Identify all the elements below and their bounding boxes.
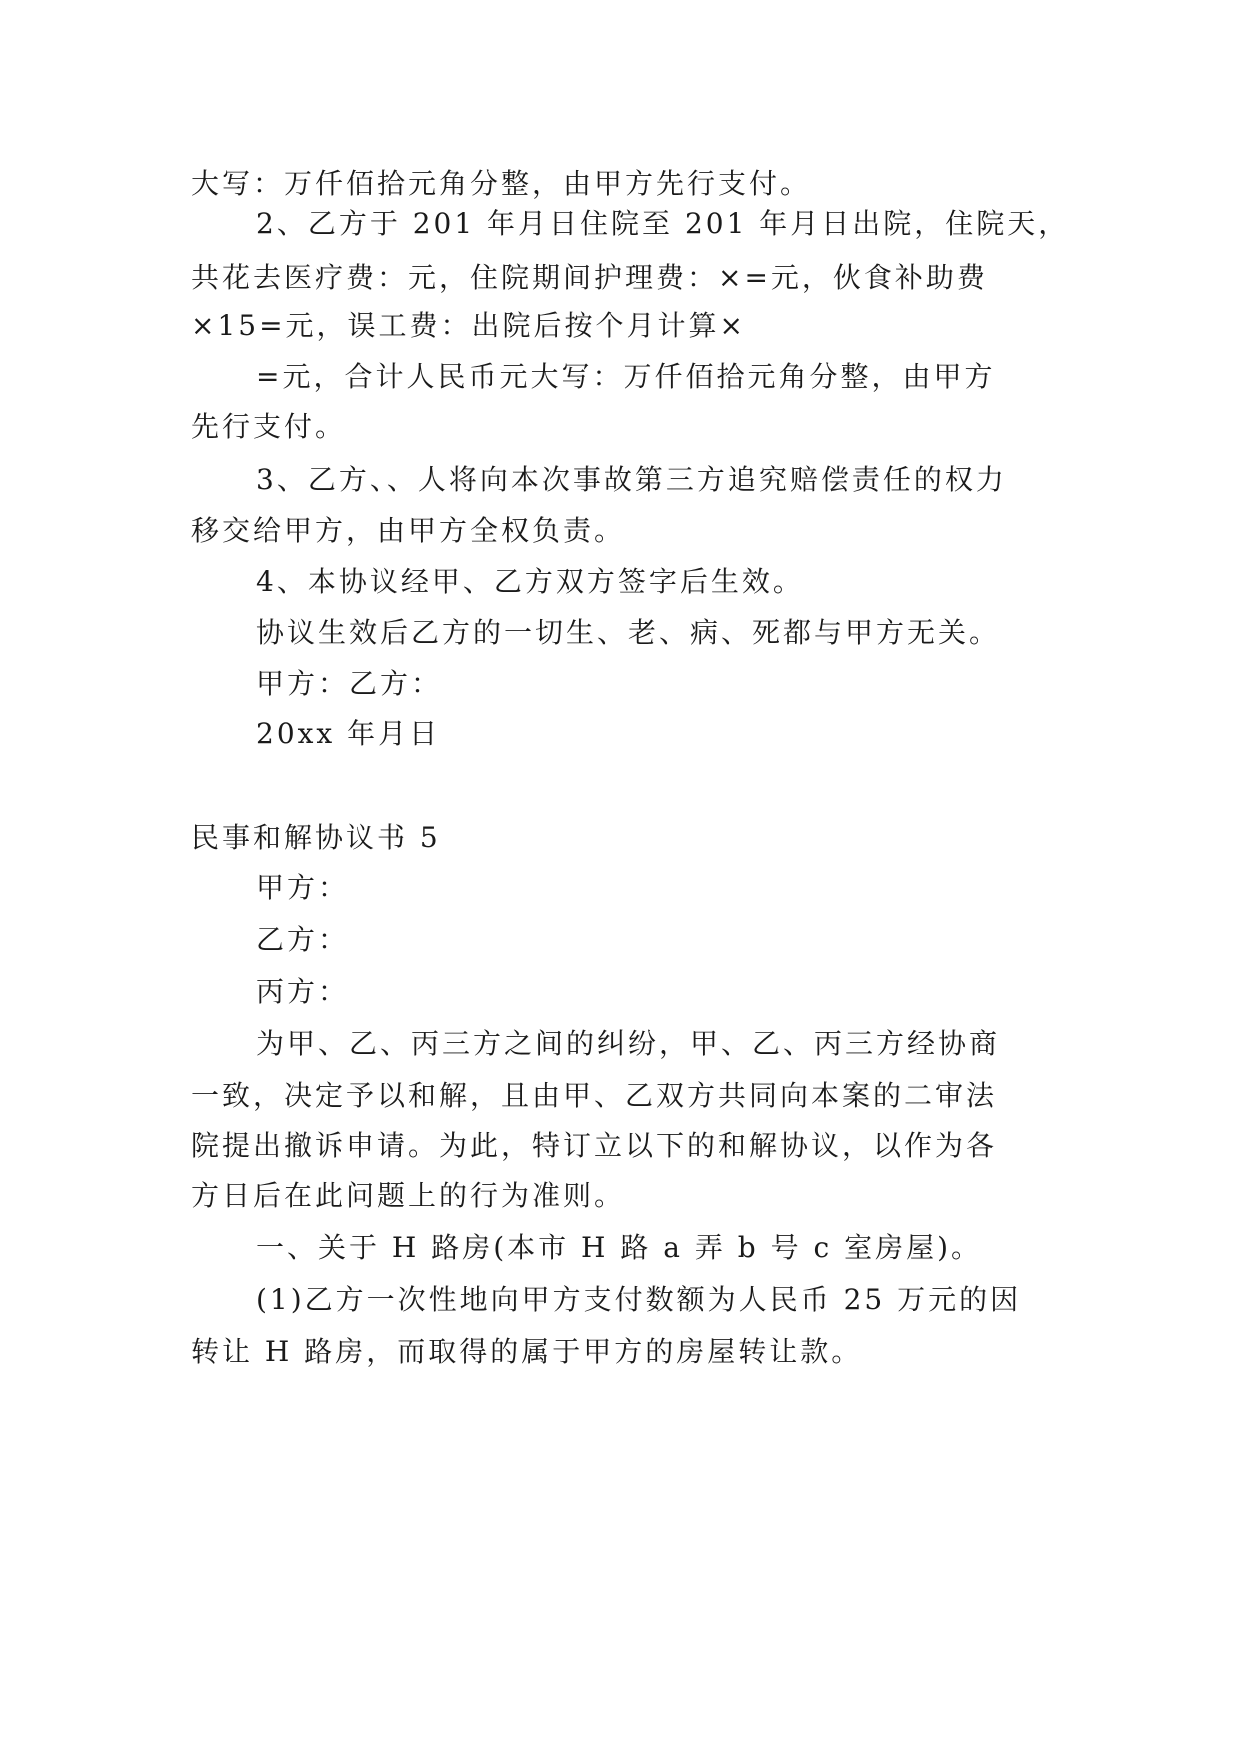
paragraph-line: 3、乙方、、人将向本次事故第三方追究赔偿责任的权力 [256,463,1007,496]
paragraph-line: 为甲、乙、丙三方之间的纠纷，甲、乙、丙三方经协商 [256,1027,1001,1060]
paragraph-line: 大写：万仟佰拾元角分整，由甲方先行支付。 [191,167,812,200]
party-line: 甲方： [256,871,350,904]
paragraph-line: 一、关于 H 路房(本市 H 路 a 弄 b 号 c 室房屋)。 [256,1231,982,1264]
paragraph-line: 4、本协议经甲、乙方双方签字后生效。 [256,565,804,598]
paragraph-line: =元，合计人民币元大写：万仟佰拾元角分整，由甲方 [256,360,996,393]
paragraph-line: 先行支付。 [191,410,347,443]
party-line: 乙方： [256,923,350,956]
paragraph-line: 一致，决定予以和解，且由甲、乙双方共同向本案的二审法 [191,1079,998,1112]
paragraph-line: ×15=元，误工费：出院后按个月计算× [191,309,747,342]
paragraph-line: 移交给甲方，由甲方全权负责。 [191,514,626,547]
paragraph-line: 院提出撤诉申请。为此，特订立以下的和解协议，以作为各 [191,1129,998,1162]
paragraph-line: (1)乙方一次性地向甲方支付数额为人民币 25 万元的因 [256,1283,1022,1316]
paragraph-line: 转让 H 路房，而取得的属于甲方的房屋转让款。 [191,1335,863,1368]
paragraph-line: 方日后在此问题上的行为准则。 [191,1179,626,1212]
paragraph-line: 2、乙方于 201 年月日住院至 201 年月日出院，住院天， [256,207,1070,240]
party-line: 丙方： [256,975,350,1008]
signature-line: 甲方：乙方： [256,667,443,700]
date-line: 20xx 年月日 [256,717,441,750]
paragraph-line: 共花去医疗费：元，住院期间护理费：×=元，伙食补助费 [191,261,988,294]
section-title: 民事和解协议书 5 [191,821,441,854]
paragraph-line: 协议生效后乙方的一切生、老、病、死都与甲方无关。 [256,616,1001,649]
